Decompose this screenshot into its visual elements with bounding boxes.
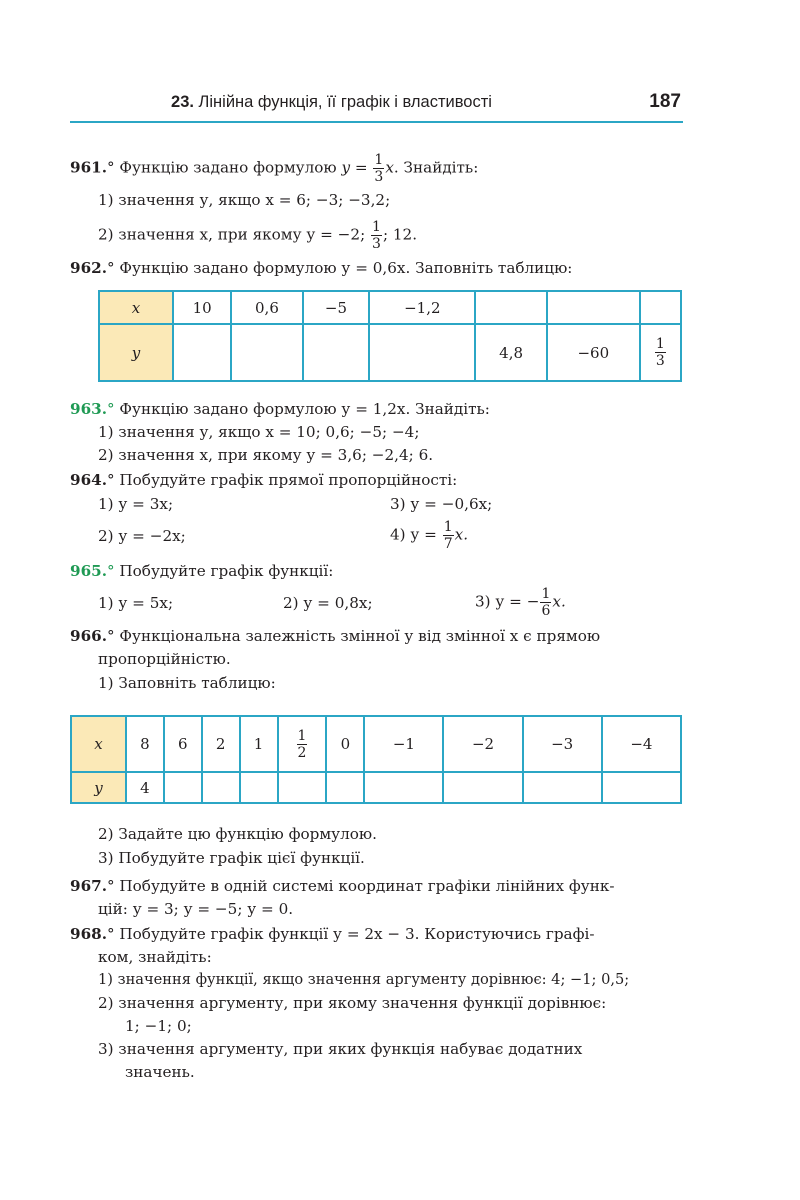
- exercise-966-item-3: 3) Побудуйте графік цієї функції.: [98, 849, 365, 867]
- degree-mark: °: [107, 400, 115, 418]
- exercise-number: 964.: [70, 471, 107, 489]
- fraction: [540, 587, 551, 618]
- numerator: 1: [372, 219, 381, 235]
- fraction: [655, 337, 666, 368]
- exercise-965-item-2: 2) у = 0,8х;: [283, 594, 373, 612]
- exercise-964-item-4: [390, 520, 468, 551]
- exercise-965-item-1: 1) у = 5х;: [98, 594, 174, 612]
- exercise-number: 968.: [70, 925, 107, 943]
- exercise-968-item-2-cont: 1; −1; 0;: [125, 1017, 192, 1035]
- table-cell: 8: [126, 716, 164, 772]
- table-cell: [240, 772, 278, 803]
- exercise-text: Функцію задано формулою у = 1,2х. Знайдіть:: [114, 400, 490, 418]
- table-cell: [523, 772, 602, 803]
- exercise-964-statement: [70, 470, 457, 490]
- numerator: 1: [443, 519, 453, 535]
- denominator: 6: [541, 603, 551, 619]
- table-cell: −5: [303, 291, 370, 324]
- exercise-text: Побудуйте в одній системі координат графіки лінійних функ-: [114, 877, 615, 895]
- table-cell: [602, 772, 681, 803]
- exercise-965-item-3: [475, 587, 566, 618]
- exercise-963-item-1: 1) значення у, якщо х = 10; 0,6; −5; −4;: [98, 423, 420, 441]
- item-text-end: x.: [552, 592, 566, 611]
- denominator: 7: [443, 536, 453, 552]
- item-text-end: ; 12.: [382, 225, 418, 244]
- exercise-967-text-line-2: цій: у = 3; у = −5; у = 0.: [98, 900, 294, 918]
- exercise-967-statement: [70, 876, 614, 896]
- exercise-962-table: [98, 290, 682, 382]
- table-cell: 2: [202, 716, 240, 772]
- section-title: Лінійна функція, її графік і властивості: [198, 93, 492, 111]
- table-cell: 1: [240, 716, 278, 772]
- exercise-968-text-line-2: ком, знайдіть:: [98, 948, 212, 966]
- table-cell: [640, 324, 681, 381]
- table-cell: [326, 772, 364, 803]
- exercise-text-end: . Знайдіть:: [393, 158, 479, 177]
- degree-mark: °: [107, 925, 115, 943]
- exercise-text: Побудуйте графік функції у = 2х − 3. Користуючись графі-: [114, 925, 595, 943]
- table-cell: −4: [602, 716, 681, 772]
- exercise-961-statement: [70, 153, 478, 184]
- denominator: 3: [655, 353, 665, 369]
- exercise-965-statement: [70, 561, 333, 581]
- table-cell: −2: [443, 716, 522, 772]
- exercise-number: 962.: [70, 259, 107, 277]
- degree-mark: °: [107, 471, 115, 489]
- denominator: 3: [374, 169, 384, 185]
- table-row-y: [99, 324, 681, 381]
- exercise-text: Функцію задано формулою у = 0,6х. Заповніть таблицю:: [114, 259, 573, 277]
- numerator: 1: [541, 586, 551, 602]
- exercise-964-item-3: 3) у = −0,6х;: [390, 495, 493, 513]
- degree-mark: °: [107, 627, 115, 645]
- table-cell: [364, 772, 443, 803]
- exercise-968-item-3: 3) значення аргументу, при яких функція набуває додатних: [98, 1040, 583, 1058]
- exercise-966-item-2: 2) Задайте цю функцію формулою.: [98, 825, 377, 843]
- exercise-968-item-2: 2) значення аргументу, при якому значення функції дорівнює:: [98, 994, 607, 1012]
- table-cell: [202, 772, 240, 803]
- table-row-x: [99, 291, 681, 324]
- exercise-number: 966.: [70, 627, 107, 645]
- table-cell: [443, 772, 522, 803]
- item-text: 3) у = −: [475, 592, 540, 611]
- table-row-x: [71, 716, 681, 772]
- exercise-number: 967.: [70, 877, 107, 895]
- exercise-966-text-line-2: пропорційністю.: [98, 650, 231, 668]
- table-cell: −1: [364, 716, 443, 772]
- exercise-text: Функціональна залежність змінної у від змінної х є прямою: [114, 627, 601, 645]
- exercise-number: 963.: [70, 400, 107, 418]
- denominator: 2: [297, 744, 307, 761]
- table-header-x: x: [99, 291, 173, 324]
- formula-variable: x: [385, 158, 394, 177]
- exercise-964-item-1: 1) у = 3х;: [98, 495, 174, 513]
- running-title: [70, 93, 593, 112]
- degree-mark: °: [107, 877, 115, 895]
- fraction: [371, 220, 382, 251]
- table-cell: [369, 324, 475, 381]
- formula-lhs: y =: [341, 158, 373, 177]
- denominator: 3: [372, 236, 381, 252]
- item-text-end: x.: [454, 525, 469, 544]
- table-header-y: y: [99, 324, 173, 381]
- exercise-text: Побудуйте графік функції:: [114, 562, 334, 580]
- exercise-966-item-1: 1) Заповніть таблицю:: [98, 674, 276, 692]
- table-cell: −3: [523, 716, 602, 772]
- exercise-968-statement: [70, 924, 595, 944]
- table-cell: 0,6: [231, 291, 302, 324]
- degree-mark: °: [107, 259, 115, 277]
- exercise-number: 965.: [70, 562, 107, 580]
- fraction: [373, 153, 384, 184]
- table-cell: [164, 772, 202, 803]
- table-cell: [173, 324, 231, 381]
- exercise-961-item-2: [98, 220, 417, 251]
- exercise-968-item-3-cont: значень.: [125, 1063, 195, 1081]
- exercise-966-statement: [70, 626, 600, 646]
- table-cell: [547, 291, 640, 324]
- exercise-963-statement: [70, 399, 490, 419]
- page-number: 187: [649, 91, 681, 112]
- fraction: [297, 729, 308, 760]
- table-cell: 6: [164, 716, 202, 772]
- table-cell: [278, 772, 327, 803]
- numerator: 1: [374, 152, 384, 168]
- exercise-966-table: [70, 715, 682, 804]
- table-row-y: [71, 772, 681, 803]
- table-cell: [278, 716, 327, 772]
- table-cell: [303, 324, 370, 381]
- table-cell: [640, 291, 681, 324]
- table-cell: 0: [326, 716, 364, 772]
- table-cell: [475, 291, 546, 324]
- item-text: 2) значення х, при якому у = −2;: [98, 225, 366, 244]
- table-cell: 4,8: [475, 324, 546, 381]
- exercise-962-statement: [70, 258, 572, 278]
- table-header-x: x: [71, 716, 126, 772]
- degree-mark: °: [107, 158, 115, 177]
- exercise-968-item-1: 1) значення функції, якщо значення аргументу дорівнює: 4; −1; 0,5;: [98, 971, 630, 988]
- table-cell: 4: [126, 772, 164, 803]
- table-cell: −60: [547, 324, 640, 381]
- degree-mark: °: [107, 562, 115, 580]
- exercise-text: Побудуйте графік прямої пропорційності:: [114, 471, 458, 489]
- table-header-y: y: [71, 772, 126, 803]
- exercise-text: Функцію задано формулою: [114, 158, 342, 177]
- numerator: 1: [655, 336, 665, 352]
- exercise-961-item-1: 1) значення у, якщо х = 6; −3; −3,2;: [98, 191, 391, 209]
- page-header: [70, 93, 683, 123]
- numerator: 1: [297, 727, 307, 744]
- exercise-963-item-2: 2) значення х, при якому у = 3,6; −2,4; 6.: [98, 446, 434, 464]
- fraction: [443, 520, 454, 551]
- table-cell: [231, 324, 302, 381]
- table-cell: 10: [173, 291, 231, 324]
- exercise-964-item-2: 2) у = −2х;: [98, 527, 186, 545]
- section-number: 23.: [171, 93, 194, 111]
- item-text: 4) у =: [390, 525, 442, 544]
- exercise-number: 961.: [70, 158, 107, 177]
- table-cell: −1,2: [369, 291, 475, 324]
